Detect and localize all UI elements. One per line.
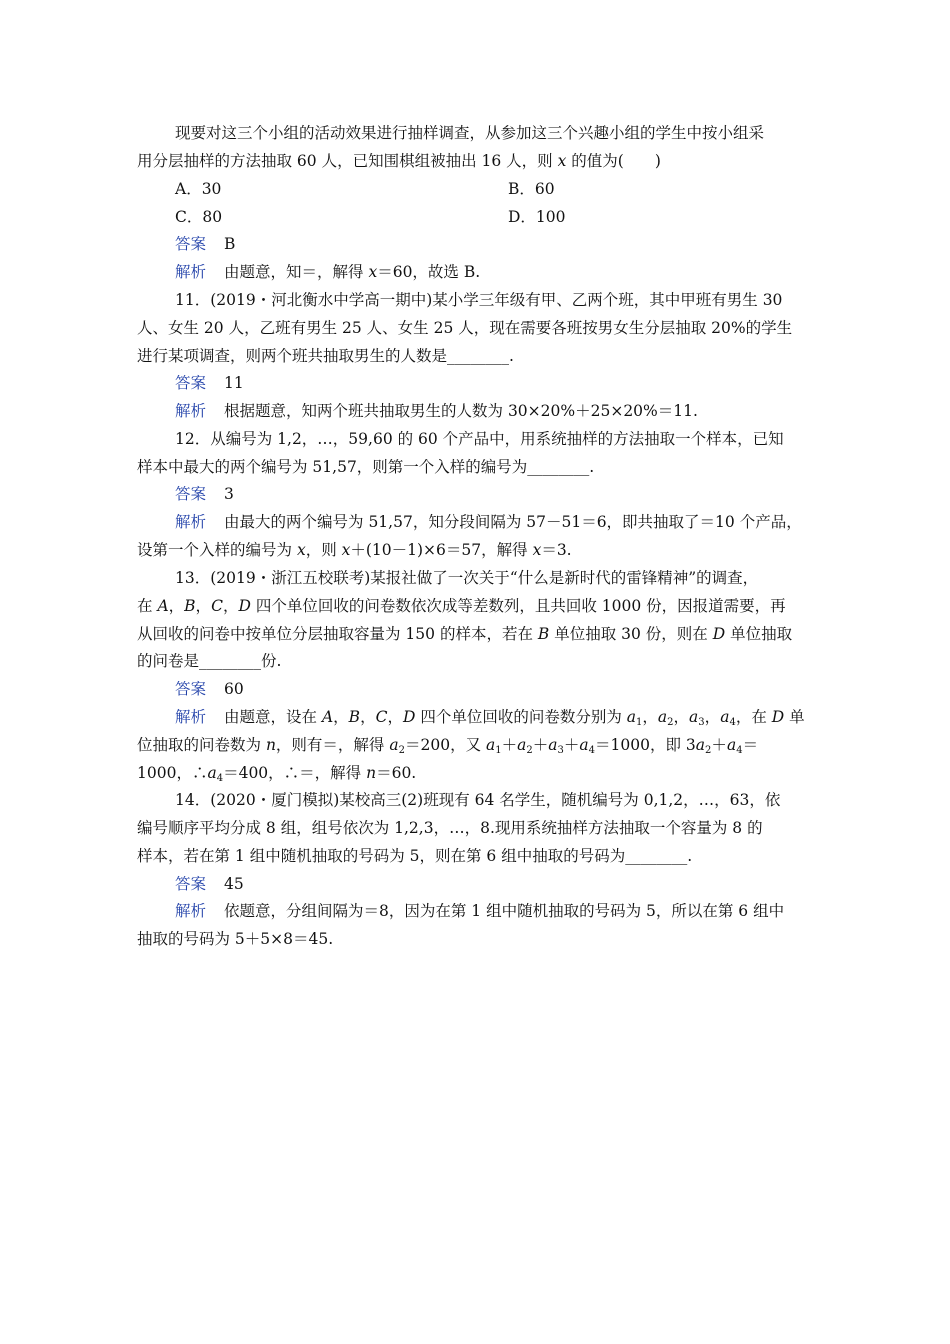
q13-line-3: 从回收的问卷中按单位分层抽取容量为 150 的样本，若在 B 单位抽取 30 份，则在 D 单位抽取 — [137, 625, 793, 643]
answer-label: 答案 — [175, 374, 207, 392]
q14-analysis-line-2: 抽取的号码为 5＋5×8＝45. — [137, 930, 334, 948]
q12-analysis-line-1: 解析 由最大的两个编号为 51,57，知分段间隔为 57－51＝6，即共抽取了＝10 个产品， — [175, 513, 802, 531]
q12-line-2: 样本中最大的两个编号为 51,57，则第一个入样的编号为________. — [137, 458, 595, 476]
q13-line-4: 的问卷是________份. — [137, 652, 282, 670]
q14-line-1: 14．(2020・厦门模拟)某校高三(2)班现有 64 名学生，随机编号为 0,1,2，…，63，依 — [175, 791, 781, 809]
q10-option-b: B．60 — [508, 180, 555, 198]
q13-analysis-line-1: 解析 由题意，设在 A，B，C，D 四个单位回收的问卷数分别为 $a_1$，$a_2$，$a_3$，$a_4$，在 D 单 — [175, 708, 805, 728]
q10-option-c: C．80 — [175, 208, 223, 226]
answer-label: 答案 — [175, 235, 207, 253]
q10-option-a: A．30 — [175, 180, 222, 198]
q10-stem-line-1: 现要对这三个小组的活动效果进行抽样调查，从参加这三个兴趣小组的学生中按小组采 — [175, 124, 765, 142]
analysis-label: 解析 — [175, 902, 207, 920]
q13-line-2: 在 A，B，C，D 四个单位回收的问卷数依次成等差数列，且共回收 1000 份，因报道需要，再 — [137, 597, 786, 615]
analysis-label: 解析 — [175, 708, 207, 726]
q12-analysis-line-2: 设第一个入样的编号为 x，则 x＋(10－1)×6＝57，解得 x＝3. — [137, 541, 572, 559]
answer-label: 答案 — [175, 875, 207, 893]
analysis-label: 解析 — [175, 513, 207, 531]
q14-analysis-line-1: 解析 依题意，分组间隔为＝8，因为在第 1 组中随机抽取的号码为 5，所以在第 6 组中 — [175, 902, 785, 920]
q14-line-3: 样本，若在第 1 组中随机抽取的号码为 5，则在第 6 组中抽取的号码为________. — [137, 847, 693, 865]
analysis-label: 解析 — [175, 402, 207, 420]
q13-analysis-line-2: 位抽取的问卷数为 n，则有＝，解得 $a_2=200$，又 $a_1+a_2+a_3+a_4=1000$，即 $3a_2+a_4=$ — [137, 736, 759, 756]
q11-analysis: 解析 根据题意，知两个班共抽取男生的人数为 30×20%＋25×20%＝11. — [175, 402, 698, 420]
q11-line-1: 11．(2019・河北衡水中学高一期中)某小学三年级有甲、乙两个班，其中甲班有男生 30 — [175, 291, 783, 309]
analysis-label: 解析 — [175, 263, 207, 281]
q10-stem-line-2: 用分层抽样的方法抽取 60 人，已知围棋组被抽出 16 人，则 x 的值为( ) — [137, 152, 661, 170]
q11-line-2: 人、女生 20 人，乙班有男生 25 人、女生 25 人，现在需要各班按男女生分层抽取 20%的学生 — [137, 319, 793, 337]
q12-line-1: 12．从编号为 1,2，…，59,60 的 60 个产品中，用系统抽样的方法抽取一个样本，已知 — [175, 430, 784, 448]
q10-answer: 答案 B — [175, 235, 236, 253]
q13-line-1: 13．(2019・浙江五校联考)某报社做了一次关于“什么是新时代的雷锋精神”的调查， — [175, 569, 759, 587]
q10-option-d: D．100 — [508, 208, 566, 226]
q11-line-3: 进行某项调查，则两个班共抽取男生的人数是________. — [137, 347, 514, 365]
q11-answer: 答案 11 — [175, 374, 244, 392]
q10-analysis: 解析 由题意，知＝，解得 x＝60，故选 B. — [175, 263, 481, 281]
q14-answer: 答案 45 — [175, 875, 244, 893]
q12-answer: 答案 3 — [175, 485, 234, 503]
q14-line-2: 编号顺序平均分成 8 组，组号依次为 1,2,3，…，8.现用系统抽样方法抽取一个容量为 8 的 — [137, 819, 763, 837]
answer-label: 答案 — [175, 485, 207, 503]
q13-analysis-line-3: 1000，$\therefore a_4=400$，∴＝，解得 n＝60. — [137, 764, 417, 784]
q13-answer: 答案 60 — [175, 680, 244, 698]
answer-label: 答案 — [175, 680, 207, 698]
